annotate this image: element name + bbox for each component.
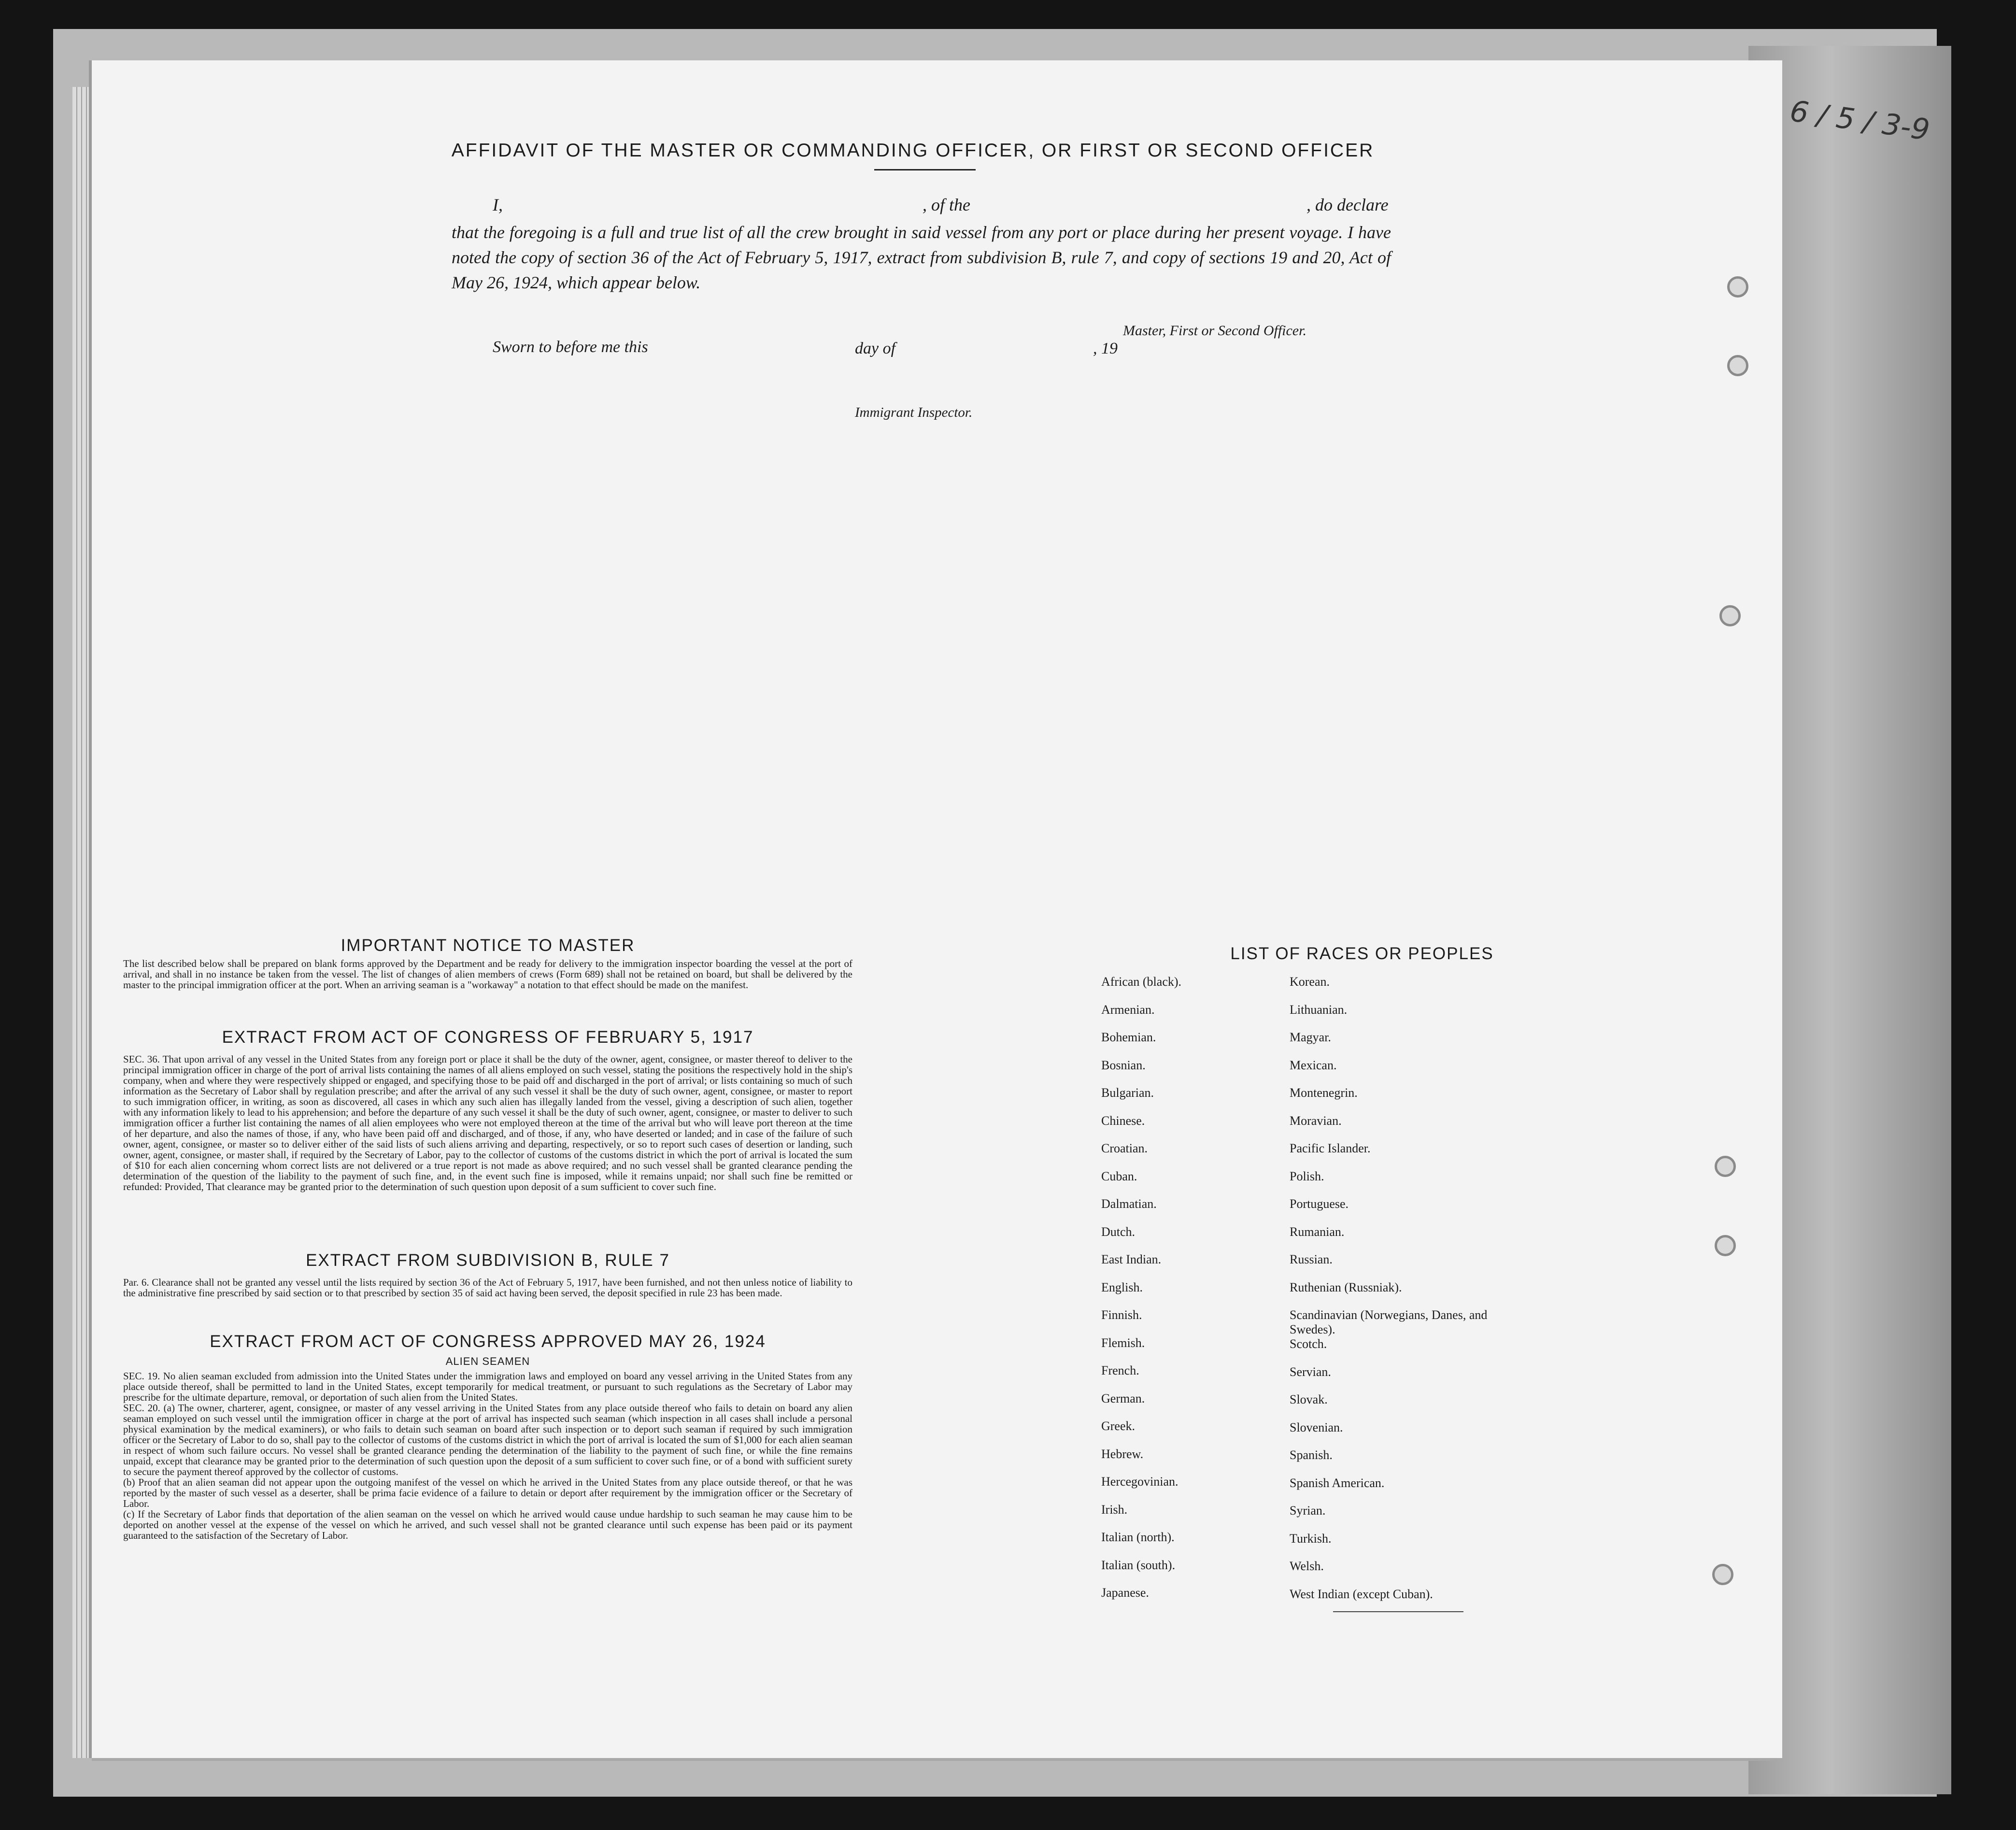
act-1924-subtitle: ALIEN SEAMEN [445,1355,530,1367]
notice-title: IMPORTANT NOTICE TO MASTER [341,936,635,955]
affidavit-title: AFFIDAVIT OF THE MASTER OR COMMANDING OFFICER, OR FIRST OR SECOND OFFICER [451,140,1375,161]
declare-label: , do declare [1306,195,1389,214]
race-item: Italian (south). [1101,1558,1176,1572]
race-item: Welsh. [1290,1559,1324,1573]
rule-7-paragraph-6: Par. 6. Clearance shall not be granted any vessel until the lists required by section 36 of the Act of February 5, 1917, have been furnished, and not then unless notice of liability to the administrative fine prescribed by said section or to that prescribed by section 35 of said act having been served, the deposit specified in rule 23 has been made. [123,1277,852,1299]
race-item: Finnish. [1101,1308,1142,1322]
race-item: Turkish. [1290,1531,1332,1546]
inspector-signature-label: Immigrant Inspector. [855,405,973,420]
race-item: Bulgarian. [1101,1086,1154,1100]
declarant-label: I, [493,195,503,214]
race-item: Slovak. [1290,1392,1328,1406]
race-item: Dalmatian. [1101,1197,1157,1211]
vessel-label: , of the [923,195,970,214]
list-end-rule [1333,1611,1463,1612]
race-item: Polish. [1290,1169,1324,1183]
punch-hole [1715,1235,1736,1256]
race-item: English. [1101,1280,1143,1294]
race-item: Greek. [1101,1419,1136,1433]
act-1924-section-20c: (c) If the Secretary of Labor finds that deportation of the alien seaman on the vessel on which he arrived would cause undue hardship to such seaman he may cause him to be deported on another vessel at the expense of the vessel on which he arrived, and such vessel shall not be granted clearance until such expense has been paid or its payment guaranteed to the satisfaction of the Secretary of Labor. [123,1508,852,1541]
race-item: Spanish American. [1290,1475,1385,1490]
race-item: Flemish. [1101,1335,1145,1350]
race-item: East Indian. [1101,1252,1162,1266]
race-item: Mexican. [1290,1058,1337,1072]
race-item: Rumanian. [1290,1224,1345,1239]
declaration-text: that the foregoing is a full and true list of all the crew brought in said vessel from any port or place during her present voyage. I have noted the copy of section 36 of the Act of February 5, 1917, extract from subdivision B, rule 7, and copy of sections 19 and 20, Act of May 26, 1924, which appear below. [452,223,1391,292]
race-item: Montenegrin. [1290,1086,1358,1100]
race-item: Moravian. [1290,1113,1342,1128]
race-item: Croatian. [1101,1141,1148,1155]
race-item: German. [1101,1391,1145,1405]
race-item: West Indian (except Cuban). [1290,1587,1433,1601]
act-1917-title: EXTRACT FROM ACT OF CONGRESS OF FEBRUARY 5, 1917 [222,1028,754,1047]
race-item: Syrian. [1290,1504,1326,1518]
act-1924-section-19: SEC. 19. No alien seaman excluded from admission into the United States under the immigration laws and employed on board any vessel arriving in the United States from any place outside thereof, shall be permitted to land in the United States, except temporarily for medical treatment, or pursuant to such regulations as the Secretary of Labor may prescribe for the ultimate departure, removal, or deportation of such alien from the United States. [123,1370,852,1403]
punch-hole [1727,355,1748,376]
race-item: Scandinavian (Norwegians, Danes, and Swedes). [1290,1308,1488,1336]
day-of-label: day of [855,340,896,357]
act-1924-title: EXTRACT FROM ACT OF CONGRESS APPROVED MAY 26, 1924 [210,1332,766,1351]
race-item: Chinese. [1101,1113,1145,1128]
race-item: Cuban. [1101,1169,1137,1183]
punch-hole [1727,276,1748,298]
race-item: Dutch. [1101,1224,1136,1239]
race-item: Slovenian. [1290,1420,1343,1434]
race-item: Ruthenian (Russniak). [1290,1280,1402,1294]
race-item: Spanish. [1290,1448,1333,1462]
race-item: Japanese. [1101,1586,1149,1600]
race-item: Hebrew. [1101,1447,1144,1461]
act-1924-body [123,1371,852,1541]
title-rule [874,169,976,170]
punch-hole [1715,1156,1736,1177]
punch-hole [1719,605,1741,626]
race-item: Lithuanian. [1290,1002,1348,1017]
race-item: Bohemian. [1101,1030,1156,1044]
race-item: Italian (north). [1101,1530,1175,1544]
punch-hole [1712,1564,1733,1585]
race-item: Portuguese. [1290,1197,1349,1211]
races-column-2 [1290,975,1492,1615]
margin-handwriting: 6 / 5 / 3-9 [1788,94,1932,147]
races-title: LIST OF RACES OR PEOPLES [1230,944,1494,963]
race-item: Bosnian. [1101,1058,1146,1072]
act-1917-section-36: SEC. 36. That upon arrival of any vessel in the United States from any foreign port or place it shall be the duty of the owner, agent, consignee, or master thereof to deliver to the principal immigration officer in charge of the port of arrival lists containing the names of all aliens employed on such vessel, stating the positions the respectively hold in the ship's company, when and where they were respectively shipped or engaged, and specifying those to be paid off and discharged in the port of arrival; or lists containing so much of such information as the Secretary of Labor shall by regulation prescribe; and after the arrival of any such vessel it shall be the duty of such owner, agent, consignee, or master to report to such immigration officer, in writing, as soon as discovered, all cases in which any such alien has illegally landed from the vessel, giving a description of such alien, together with any information likely to lead to his apprehension; and before the departure of any such vessel it shall be the duty of such owner, agent, consignee, or master to deliver to such immigration officer a further list containing the names of all alien employees who were not employed thereon at the time of the arrival but who will leave port thereon at the time of her departure, and also the names of those, if any, who have been paid off and discharged, and of those, if any, who have deserted or landed; and in case of the failure of such owner, agent, consignee, or master so to deliver either of the said lists of such aliens arriving and departing, respectively, or so to report such cases of desertion or landing, such owner, agent, consignee, or master shall, if required by the Secretary of Labor, pay to the collector of customs of the customs district in which the port of arrival is located the sum of $10 for each alien concerning whom correct lists are not delivered or a true report is not made as above required; and no such vessel shall be granted clearance pending the determination of the question of the liability to the payment of such fine, and, in the event such fine is imposed, while it remains unpaid; nor shall such fine be remitted or refunded: Provided, That clearance may be granted prior to the determination of such question upon deposit of a sum sufficient to cover such fine. [123,1053,852,1192]
races-column-1 [1101,975,1275,1614]
race-item: Pacific Islander. [1290,1141,1371,1155]
race-item: Russian. [1290,1252,1333,1266]
notice-body: The list described below shall be prepared on blank forms approved by the Department and be ready for delivery to the immigration inspector boarding the vessel at the port of arrival, and shall in no instance be taken from the vessel. The list of changes of alien members of crews (Form 689) shall not be retained on board, but shall be delivered by the master to the principal immigration officer at the port. When an arriving seaman is a "workaway" a notation to that effect should be made on the manifest. [123,958,852,991]
act-1924-section-20b: (b) Proof that an alien seaman did not appear upon the outgoing manifest of the vessel on which he arrived in the United States from any place outside thereof, or that he was reported by the master of such vessel as a deserter, shall be prima facie evidence of a failure to detain or deport after requirement by the immigration officer or the Secretary of Labor. [123,1476,852,1509]
race-item: Irish. [1101,1502,1128,1517]
race-item: French. [1101,1363,1139,1377]
rule-7-title: EXTRACT FROM SUBDIVISION B, RULE 7 [306,1251,670,1270]
master-signature-label: Master, First or Second Officer. [1123,323,1306,339]
race-item: Servian. [1290,1364,1331,1379]
race-item: Magyar. [1290,1030,1331,1044]
year-label: , 19 [1093,340,1118,357]
race-item: Hercegovinian. [1101,1475,1178,1489]
race-item: African (black). [1101,975,1182,989]
race-item: Armenian. [1101,1002,1155,1017]
sworn-label: Sworn to before me this [493,338,648,356]
race-item: Scotch. [1290,1337,1327,1351]
act-1924-section-20a: SEC. 20. (a) The owner, charterer, agent, consignee, or master of any vessel arriving in the United States from any place outside thereof who fails to detain on board any alien seaman employed on such vessel until the immigration officer in charge at the port of arrival has inspected such seaman (which inspection in all cases shall include a personal physical examination by the medical examiners), or who fails to detain such seaman on board after such inspection or to deport such seaman if required by such immigration officer or the Secretary of Labor to do so, shall pay to the collector of customs of the customs district in which the port of arrival is located the sum of $1,000 for each alien seaman in respect of whom such failure occurs. No vessel shall be granted clearance pending the determination of the liability to the payment of such fine, or while the fine remains unpaid, except that clearance may be granted prior to the determination of such question upon the deposit of a sum sufficient to cover such fine, or of a bond with sufficient surety to secure the payment thereof approved by the collector of customs. [123,1402,852,1477]
race-item: Korean. [1290,975,1330,989]
